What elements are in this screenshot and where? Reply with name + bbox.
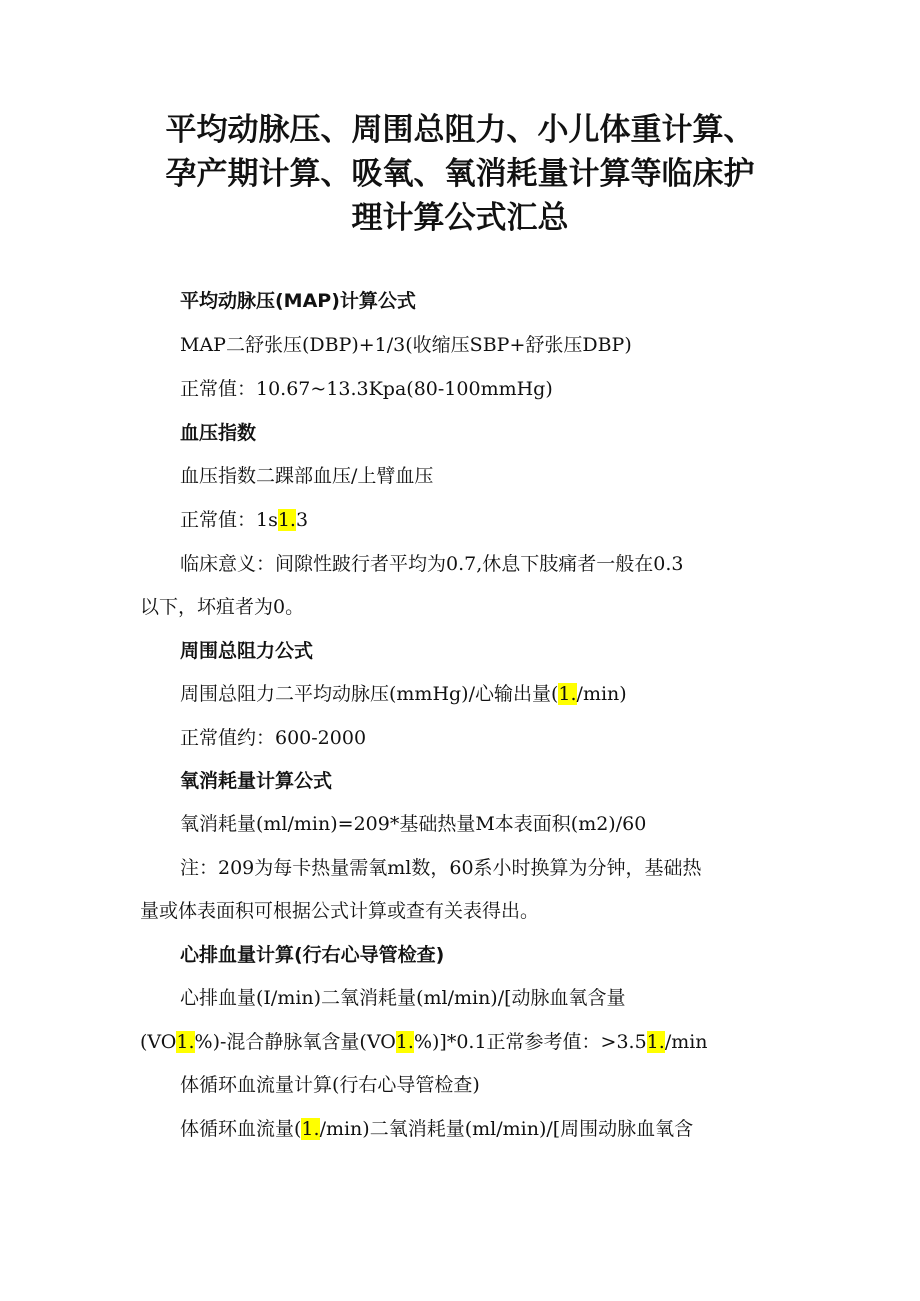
systemic-formula-line-1 [180,1116,693,1142]
cardiac-l2-b: %)-混合静脉氧含量(VO [194,1031,396,1053]
cardiac-l2-d: /min [664,1031,708,1053]
highlight-mark: 1. [301,1118,320,1140]
title-line-1: 平均动脉压、周围总阻力、小儿体重计算、 [165,112,755,148]
document-title [140,108,780,240]
map-formula: MAP二舒张压(DBP)+1/3(收缩压SBP+舒张压DBP) [180,334,632,356]
map-heading: 平均动脉压(MAP)计算公式 [180,290,416,312]
oxygen-heading: 氧消耗量计算公式 [180,770,333,792]
cardiac-heading: 心排血量计算(行右心导管检查) [180,944,445,966]
highlight-mark: 1. [176,1031,195,1053]
cardiac-formula-line-1: 心排血量(I/min)二氧消耗量(ml/min)/[动脉血氧含量 [180,987,626,1009]
bp-normal-text-a: 正常值：1s [180,509,278,531]
cardiac-formula-line-2 [140,1029,708,1055]
cardiac-l2-c: %)]*0.1正常参考值：>3.5 [413,1031,647,1053]
resistance-formula-b: /min) [576,683,627,705]
oxygen-note-line-1: 注：209为每卡热量需氧ml数，60系小时换算为分钟，基础热 [180,857,702,879]
highlight-mark: 1. [646,1031,665,1053]
cardiac-l2-a: (VO [140,1031,177,1053]
bp-index-clinical-line-2: 以下，坏疽者为0。 [140,596,305,618]
bp-index-normal-value [180,507,308,533]
systemic-l1-a: 体循环血流量( [180,1118,302,1140]
highlight-mark: 1. [277,509,296,531]
bp-index-clinical-line-1: 临床意义：间隙性跛行者平均为0.7,休息下肢痛者一般在0.3 [180,553,684,575]
bp-normal-text-b: 3 [295,509,309,531]
title-line-2: 孕产期计算、吸氧、氧消耗量计算等临床护 [165,156,755,192]
resistance-normal-value: 正常值约：600-2000 [180,727,367,749]
bp-index-formula: 血压指数二踝部血压/上臂血压 [180,465,434,487]
resistance-formula [180,681,627,707]
oxygen-formula: 氧消耗量(ml/min)=209*基础热量M本表面积(m2)/60 [180,813,647,835]
resistance-formula-a: 周围总阻力二平均动脉压(mmHg)/心输出量( [180,683,559,705]
resistance-heading: 周围总阻力公式 [180,640,314,662]
systemic-heading: 体循环血流量计算(行右心导管检查) [180,1074,480,1096]
highlight-mark: 1. [558,683,577,705]
oxygen-note-line-2: 量或体表面积可根据公式计算或查有关表得出。 [140,900,540,922]
title-line-3: 理计算公式汇总 [351,200,569,236]
bp-index-heading: 血压指数 [180,422,257,444]
systemic-l1-b: /min)二氧消耗量(ml/min)/[周围动脉血氧含 [319,1118,694,1140]
highlight-mark: 1. [395,1031,414,1053]
map-normal-value: 正常值：10.67~13.3Kpa(80-100mmHg) [180,378,553,400]
